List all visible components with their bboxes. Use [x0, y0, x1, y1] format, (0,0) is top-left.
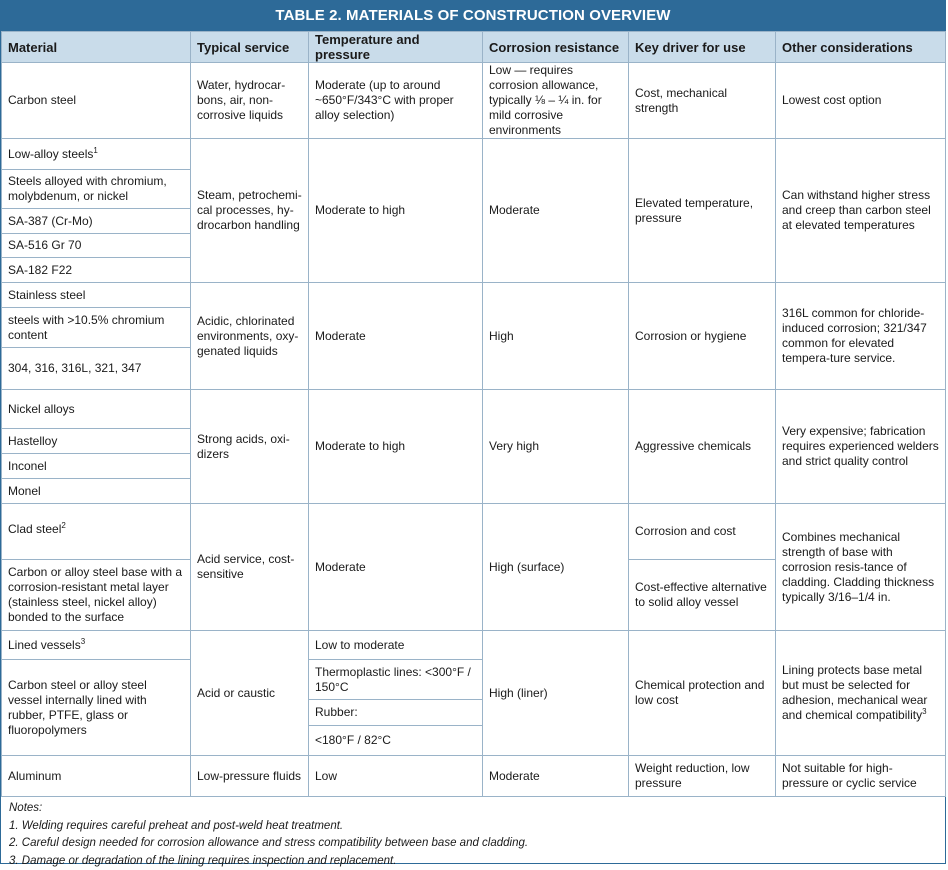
header-corrosion-resistance: Corrosion resistance — [483, 32, 629, 63]
cell-temperature: Moderate — [309, 283, 483, 390]
cell-corrosion: High (liner) — [483, 631, 629, 756]
cell-temperature: Moderate to high — [309, 139, 483, 283]
cell-corrosion: Moderate — [483, 756, 629, 797]
cell-driver: Weight reduction, low pressure — [629, 756, 776, 797]
cell-service: Acidic, chlorinated environments, oxy-genated liquids — [191, 283, 309, 390]
table-row — [2, 631, 946, 660]
table-row — [2, 504, 946, 560]
notes-heading: Notes: — [9, 800, 937, 818]
cell-material: Stainless steel — [2, 283, 191, 308]
table-row — [2, 390, 946, 429]
note-2: 2. Careful design needed for corrosion allowance and stress compatibility between base and cladding. — [9, 835, 937, 853]
header-typical-service: Typical service — [191, 32, 309, 63]
cell-temperature: Moderate to high — [309, 390, 483, 504]
cell-service: Acid service, cost-sensitive — [191, 504, 309, 631]
materials-table — [1, 31, 946, 797]
material-name: Low-alloy steels — [8, 147, 93, 161]
cell-material: SA-387 (Cr-Mo) — [2, 209, 191, 234]
cell-driver: Cost, mechanical strength — [629, 63, 776, 139]
cell-corrosion: High — [483, 283, 629, 390]
cell-temperature: Thermoplastic lines: <300°F / 150°C — [309, 660, 483, 700]
cell-service: Water, hydrocar-bons, air, non-corrosive liquids — [191, 63, 309, 139]
cell-temperature: Rubber: — [309, 700, 483, 726]
cell-material: Carbon or alloy steel base with a corrosion-resistant metal layer (stainless steel, nickel alloy) bonded to the surface — [2, 560, 191, 631]
table-row — [2, 283, 946, 308]
footnote-marker: 3 — [81, 637, 85, 646]
material-name: Clad steel — [8, 522, 61, 536]
cell-corrosion: Low — requires corrosion allowance, typically ⅛ – ¼ in. for mild corrosive environments — [483, 63, 629, 139]
table-row — [2, 63, 946, 139]
cell-service: Steam, petrochemi-cal processes, hy-drocarbon handling — [191, 139, 309, 283]
cell-driver: Corrosion and cost — [629, 504, 776, 560]
cell-driver: Corrosion or hygiene — [629, 283, 776, 390]
cell-material — [2, 139, 191, 170]
header-key-driver: Key driver for use — [629, 32, 776, 63]
cell-corrosion: High (surface) — [483, 504, 629, 631]
cell-material: Steels alloyed with chromium, molybdenum, or nickel — [2, 170, 191, 209]
cell-other: Can withstand higher stress and creep than carbon steel at elevated temperatures — [776, 139, 946, 283]
cell-other: 316L common for chloride-induced corrosion; 321/347 common for elevated tempera-ture service. — [776, 283, 946, 390]
header-temperature-pressure: Temperature and pressure — [309, 32, 483, 63]
cell-material: Nickel alloys — [2, 390, 191, 429]
table-title: TABLE 2. MATERIALS OF CONSTRUCTION OVERVIEW — [1, 1, 945, 31]
cell-other: Combines mechanical strength of base with corrosion resis-tance of cladding. Cladding thickness typically 3/16–1/4 in. — [776, 504, 946, 631]
cell-material — [2, 631, 191, 660]
cell-driver: Aggressive chemicals — [629, 390, 776, 504]
header-other-considerations: Other considerations — [776, 32, 946, 63]
other-text: Lining protects base metal but must be selected for adhesion, mechanical wear and chemical compatibility — [782, 663, 927, 722]
cell-material — [2, 504, 191, 560]
cell-service: Low-pressure fluids — [191, 756, 309, 797]
cell-material: Inconel — [2, 454, 191, 479]
cell-temperature: Low to moderate — [309, 631, 483, 660]
cell-material: Aluminum — [2, 756, 191, 797]
footnote-marker: 3 — [922, 707, 926, 716]
note-3: 3. Damage or degradation of the lining requires inspection and replacement. — [9, 853, 937, 870]
cell-temperature: Low — [309, 756, 483, 797]
cell-service: Acid or caustic — [191, 631, 309, 756]
cell-material: steels with >10.5% chromium content — [2, 308, 191, 348]
cell-other — [776, 631, 946, 756]
cell-temperature: Moderate (up to around ~650°F/343°C with proper alloy selection) — [309, 63, 483, 139]
cell-material: Carbon steel or alloy steel vessel internally lined with rubber, PTFE, glass or fluoropolymers — [2, 660, 191, 756]
footnote-marker: 2 — [61, 521, 65, 530]
cell-other: Very expensive; fabrication requires experienced welders and strict quality control — [776, 390, 946, 504]
cell-corrosion: Very high — [483, 390, 629, 504]
cell-material: Hastelloy — [2, 429, 191, 454]
cell-material: 304, 316, 316L, 321, 347 — [2, 348, 191, 390]
material-name: Lined vessels — [8, 638, 81, 652]
footnote-marker: 1 — [93, 146, 97, 155]
cell-driver: Elevated temperature, pressure — [629, 139, 776, 283]
cell-material: Monel — [2, 479, 191, 504]
cell-other: Lowest cost option — [776, 63, 946, 139]
cell-corrosion: Moderate — [483, 139, 629, 283]
table-row — [2, 756, 946, 797]
cell-driver: Chemical protection and low cost — [629, 631, 776, 756]
cell-material: SA-516 Gr 70 — [2, 234, 191, 258]
header-row — [2, 32, 946, 63]
cell-material: Carbon steel — [2, 63, 191, 139]
cell-temperature: Moderate — [309, 504, 483, 631]
table-row — [2, 139, 946, 170]
cell-driver: Cost-effective alternative to solid alloy vessel — [629, 560, 776, 631]
header-material: Material — [2, 32, 191, 63]
table-notes — [1, 797, 945, 870]
cell-material: SA-182 F22 — [2, 258, 191, 283]
cell-temperature: <180°F / 82°C — [309, 726, 483, 756]
cell-service: Strong acids, oxi-dizers — [191, 390, 309, 504]
cell-other: Not suitable for high-pressure or cyclic service — [776, 756, 946, 797]
note-1: 1. Welding requires careful preheat and post-weld heat treatment. — [9, 818, 937, 836]
